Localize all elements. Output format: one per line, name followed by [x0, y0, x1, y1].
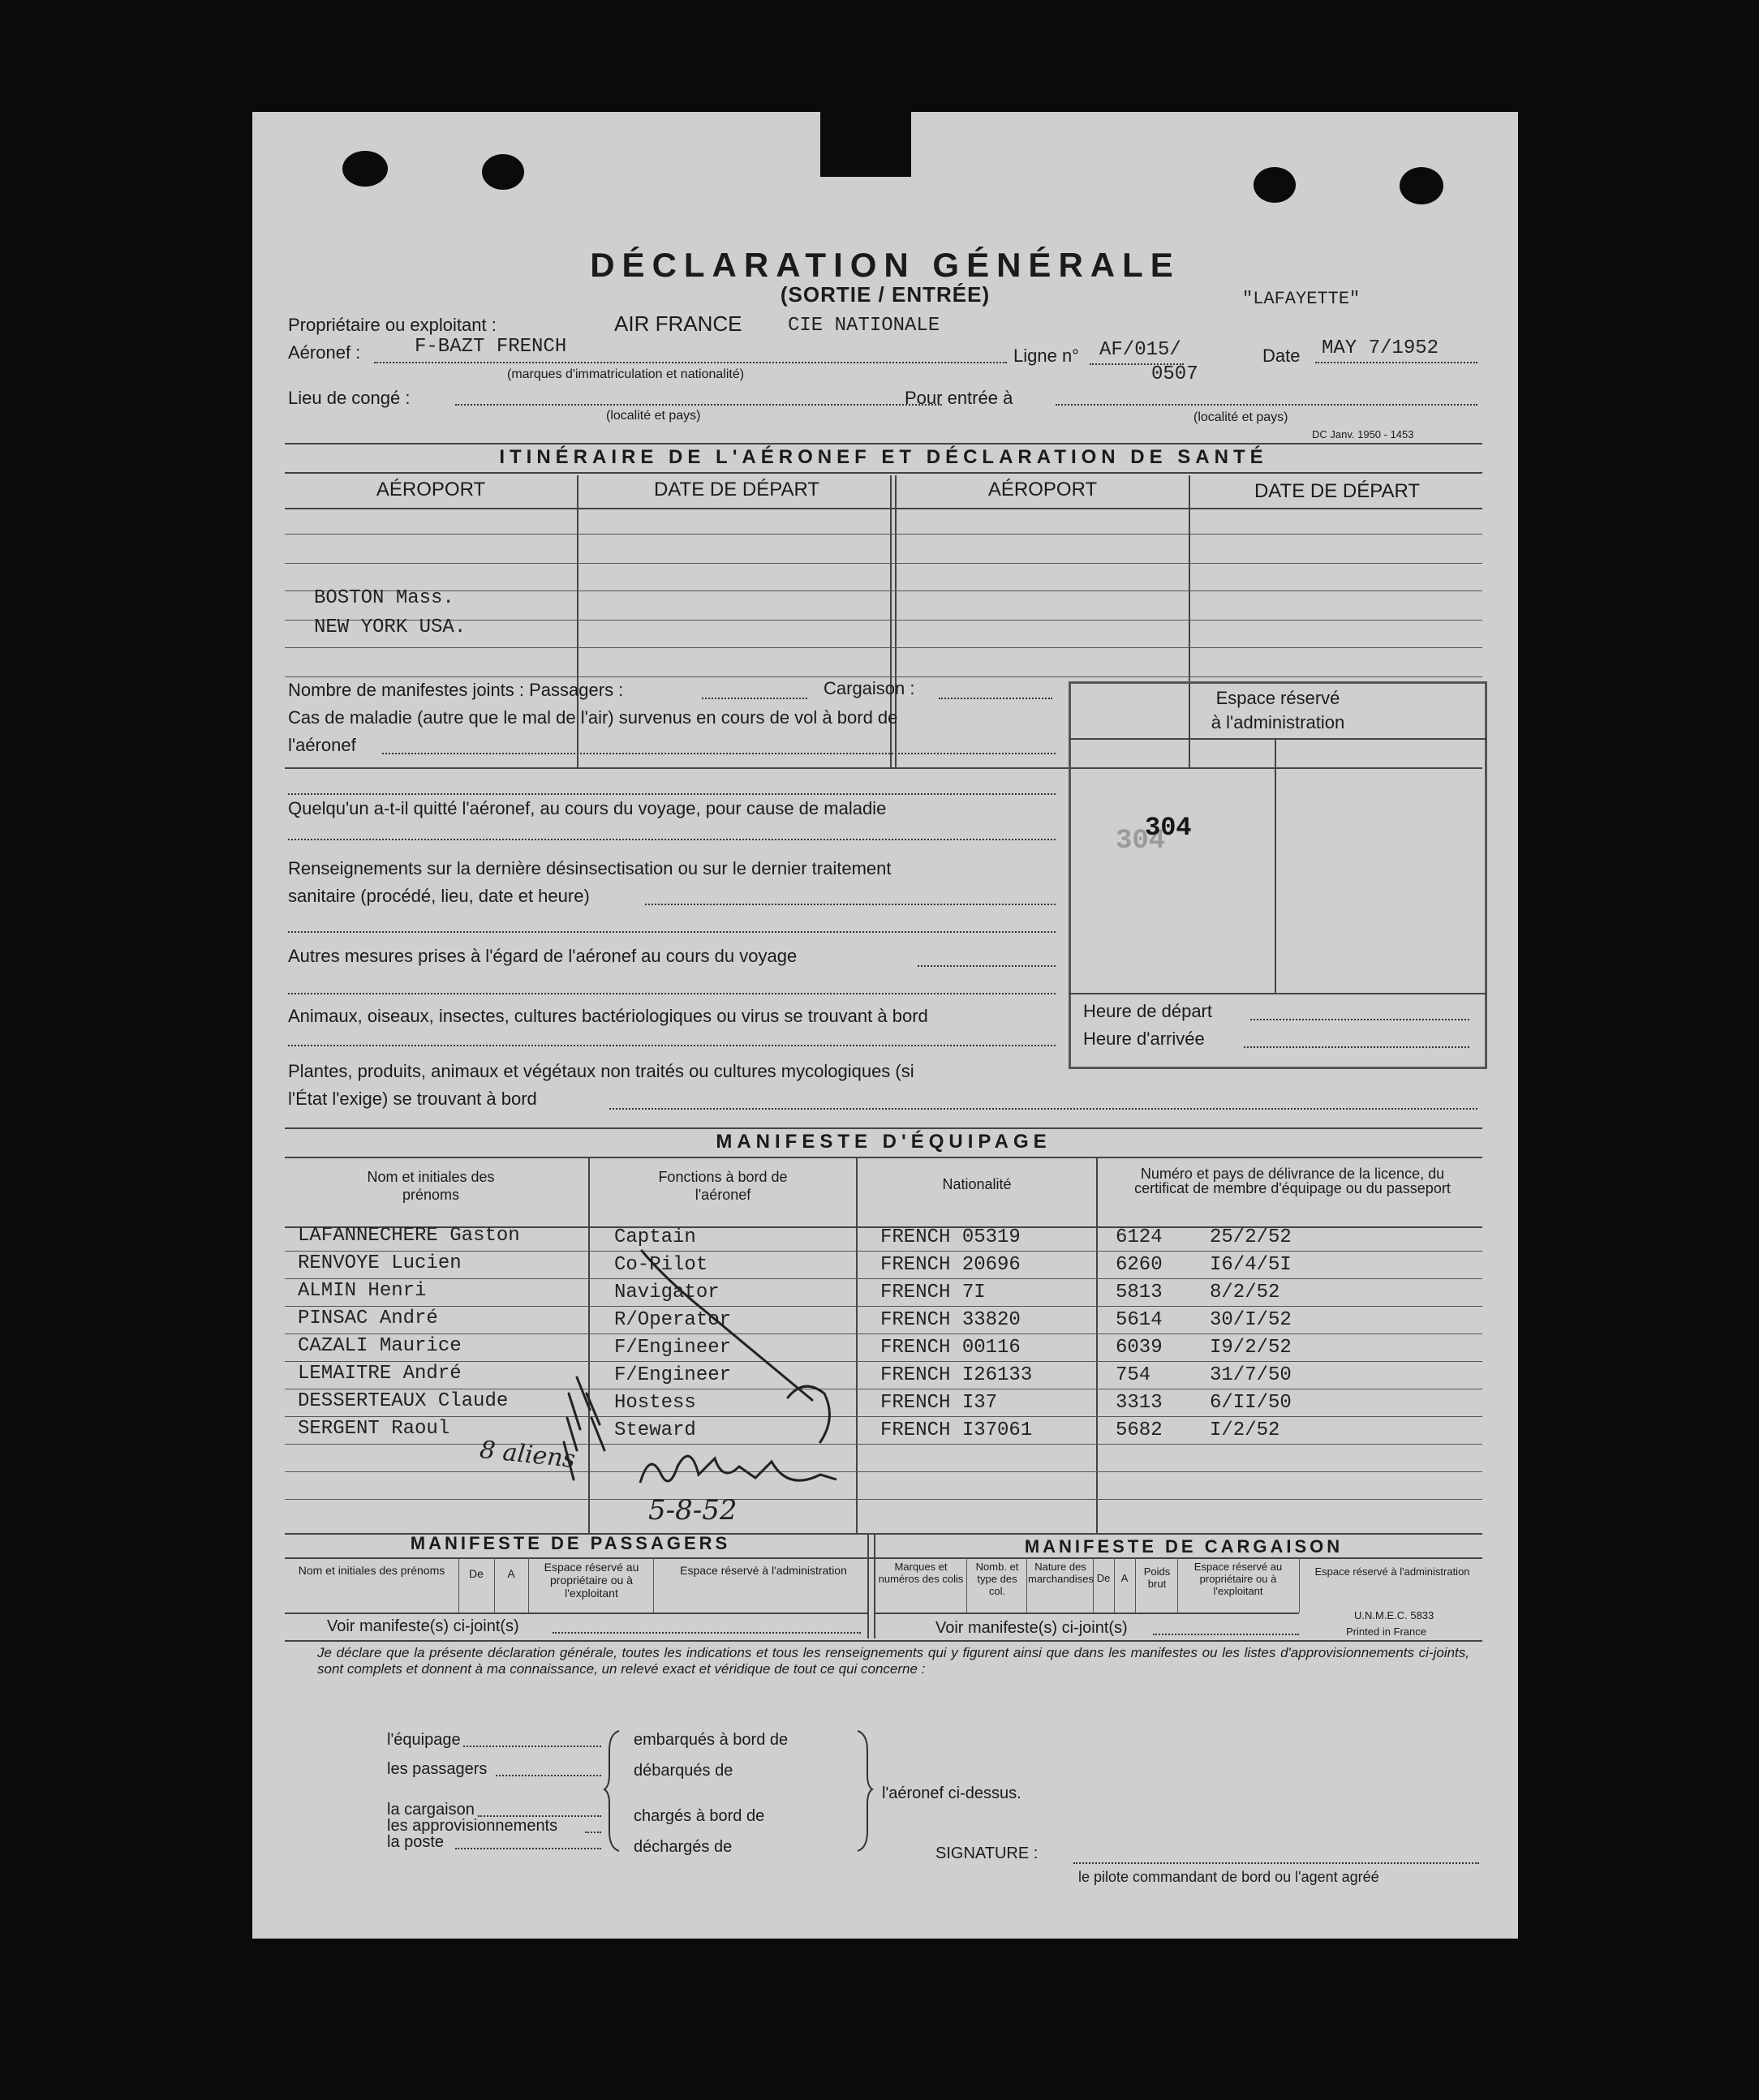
- pax-col-to: A: [507, 1567, 515, 1580]
- decl-aircraft: l'aéronef ci-dessus.: [882, 1784, 1021, 1802]
- declaration-form: [252, 112, 1518, 1939]
- crew-name: RENVOYE Lucien: [298, 1252, 462, 1274]
- crew-name: SERGENT Raoul: [298, 1418, 450, 1440]
- handwritten-count: 8 aliens: [478, 1435, 577, 1475]
- airport-new-york: NEW YORK USA.: [314, 616, 467, 638]
- q-animals: Animaux, oiseaux, insectes, cultures bactériologiques ou virus se trouvant à bord: [288, 1006, 928, 1026]
- pax-col-from: De: [469, 1567, 484, 1580]
- punch-hole: [342, 151, 388, 187]
- line-label: Ligne n°: [1013, 346, 1079, 366]
- crew-nationality: FRENCH I37: [880, 1392, 998, 1414]
- decl-embarked: embarqués à bord de: [634, 1731, 789, 1749]
- aircraft-note: (marques d'immatriculation et nationalité): [507, 367, 745, 381]
- pax-col-name: Nom et initiales des prénoms: [298, 1564, 445, 1577]
- admin-stamp-shadow: 304: [1116, 826, 1166, 857]
- decl-crew: l'équipage: [387, 1731, 461, 1749]
- q-other-measures: Autres mesures prises à l'égard de l'aéronef au cours du voyage: [288, 946, 798, 966]
- pax-col-admin: Espace réservé à l'administration: [680, 1564, 847, 1577]
- cargo-col-weight: Poids brut: [1143, 1565, 1171, 1590]
- decl-disembarked: débarqués de: [634, 1762, 733, 1780]
- q-plants-2: l'État l'exige) se trouvant à bord: [288, 1089, 537, 1109]
- cargo-footer: Voir manifeste(s) ci-joint(s): [935, 1619, 1128, 1637]
- crew-name: ALMIN Henri: [298, 1280, 427, 1302]
- form-title: DÉCLARATION GÉNÉRALE: [590, 246, 1181, 284]
- crew-licence-number: 5813: [1116, 1282, 1163, 1303]
- crew-name: LEMAITRE André: [298, 1363, 462, 1385]
- cargo-col-owner: Espace réservé au propriétaire ou à l'exploitant: [1193, 1561, 1283, 1597]
- decl-passengers: les passagers: [387, 1760, 488, 1778]
- crew-licence-date: 31/7/50: [1210, 1364, 1292, 1386]
- arrival-time-label: Heure d'arrivée: [1083, 1029, 1205, 1049]
- line-value-2: 0507: [1151, 363, 1198, 385]
- punch-hole: [1400, 167, 1443, 204]
- crew-nationality: FRENCH 7I: [880, 1282, 986, 1303]
- crew-function: Steward: [614, 1419, 696, 1441]
- crew-col-name: Nom et initiales des prénoms: [367, 1169, 495, 1203]
- line-value: AF/015/: [1099, 339, 1181, 361]
- departure-label: Lieu de congé :: [288, 388, 411, 408]
- signature-line: [1073, 1862, 1479, 1864]
- crew-function: Navigator: [614, 1282, 720, 1303]
- q-illness-2: l'aéronef: [288, 735, 356, 755]
- crew-licence-number: 754: [1116, 1364, 1151, 1386]
- cargo-printed: Printed in France: [1346, 1625, 1426, 1638]
- punch-hole: [1254, 167, 1296, 203]
- date-label: Date: [1262, 346, 1301, 366]
- crew-licence-number: 6039: [1116, 1337, 1163, 1359]
- punch-hole: [482, 154, 524, 190]
- handwritten-date: 5-8-52: [648, 1494, 738, 1527]
- decl-mail: la poste: [387, 1833, 445, 1851]
- cargo-col-admin: Espace réservé à l'administration: [1314, 1565, 1470, 1578]
- crew-nationality: FRENCH I37061: [880, 1419, 1033, 1441]
- crew-nationality: FRENCH 05319: [880, 1226, 1021, 1248]
- cargo-col-marks: Marques et numéros des colis: [878, 1561, 964, 1585]
- admin-box-title-1: Espace réservé: [1215, 688, 1340, 708]
- crew-col-licence: Numéro et pays de délivrance de la licence, du certificat de membre d'équipage ou du passeport: [1134, 1166, 1451, 1196]
- aircraft-value: F-BAZT FRENCH: [415, 336, 567, 358]
- crew-title: MANIFESTE D'ÉQUIPAGE: [716, 1131, 1052, 1153]
- crew-function: Captain: [614, 1226, 696, 1248]
- date-value: MAY 7/1952: [1322, 337, 1439, 359]
- cargo-col-nature: Nature des marchandises: [1028, 1561, 1094, 1585]
- crew-licence-date: 6/II/50: [1210, 1392, 1292, 1414]
- col-airport-2: AÉROPORT: [987, 479, 1098, 500]
- brace-left: [603, 1726, 627, 1856]
- pax-col-owner: Espace réservé au propriétaire ou à l'exploitant: [544, 1561, 639, 1600]
- manifests-label: Nombre de manifestes joints : Passagers :: [288, 680, 624, 700]
- decl-cargo: la cargaison: [387, 1801, 475, 1819]
- decl-loaded: chargés à bord de: [634, 1807, 765, 1825]
- aircraft-label: Aéronef :: [288, 342, 361, 363]
- departure-time-label: Heure de départ: [1083, 1001, 1212, 1021]
- col-date-2: DATE DE DÉPART: [1254, 480, 1421, 502]
- cargo-title: MANIFESTE DE CARGAISON: [1024, 1536, 1344, 1557]
- q-left-aircraft: Quelqu'un a-t-il quitté l'aéronef, au cours du voyage, pour cause de maladie: [288, 798, 887, 818]
- crew-licence-number: 6124: [1116, 1226, 1163, 1248]
- crew-function: F/Engineer: [614, 1364, 732, 1386]
- crew-function: Hostess: [614, 1392, 696, 1414]
- cargo-ref: U.N.M.E.C. 5833: [1354, 1609, 1434, 1621]
- crew-col-nationality: Nationalité: [942, 1176, 1012, 1192]
- q-illness: Cas de maladie (autre que le mal de l'air) survenus en cours de vol à bord de: [288, 707, 898, 728]
- crew-licence-number: 5682: [1116, 1419, 1163, 1441]
- airport-boston: BOSTON Mass.: [314, 587, 454, 609]
- crew-licence-date: I6/4/5I: [1210, 1254, 1292, 1276]
- signature-scribble: [634, 1442, 845, 1499]
- q-disinsection-2: sanitaire (procédé, lieu, date et heure): [288, 886, 590, 906]
- crew-licence-number: 3313: [1116, 1392, 1163, 1414]
- crew-licence-date: 8/2/52: [1210, 1282, 1280, 1303]
- cargo-label: Cargaison :: [824, 678, 915, 698]
- owner-label: Propriétaire ou exploitant :: [288, 315, 497, 335]
- crew-col-function: Fonctions à bord de l'aéronef: [658, 1169, 788, 1203]
- passengers-title: MANIFESTE DE PASSAGERS: [410, 1533, 731, 1553]
- owner-value-typed: CIE NATIONALE: [788, 315, 940, 337]
- cargo-col-from: De: [1096, 1572, 1111, 1584]
- brace-right: [849, 1726, 874, 1856]
- crew-licence-date: 25/2/52: [1210, 1226, 1292, 1248]
- crew-licence-date: 30/I/52: [1210, 1309, 1292, 1331]
- entry-note: (localité et pays): [1193, 410, 1288, 424]
- form-subtitle: (SORTIE / ENTRÉE): [780, 282, 991, 307]
- signature-label: SIGNATURE :: [935, 1844, 1039, 1862]
- crew-name: DESSERTEAUX Claude: [298, 1390, 509, 1412]
- crew-name: LAFANNECHERE Gaston: [298, 1225, 520, 1247]
- owner-value: AIR FRANCE: [614, 311, 742, 336]
- crew-name: CAZALI Maurice: [298, 1335, 462, 1357]
- crew-nationality: FRENCH 20696: [880, 1254, 1021, 1276]
- col-airport: AÉROPORT: [376, 479, 486, 500]
- entry-label: Pour entrée à: [905, 388, 1013, 408]
- crew-function: R/Operator: [614, 1309, 732, 1331]
- cargo-col-count: Nomb. et type des col.: [975, 1561, 1019, 1597]
- crew-function: Co-Pilot: [614, 1254, 708, 1276]
- declaration-text: Je déclare que la présente déclaration générale, toutes les indications et tous les renseignements qui y figurent ainsi que dans les manifestes ou les listes d'approvisionnements ci-joints, sont complets et donnent à ma connaissance, un relevé exact et véridique de tout ce qui concerne :: [317, 1645, 1469, 1677]
- admin-stamp: 304: [1145, 813, 1192, 843]
- form-ref: DC Janv. 1950 - 1453: [1312, 428, 1414, 440]
- crew-licence-number: 5614: [1116, 1309, 1163, 1331]
- aircraft-name: "LAFAYETTE": [1242, 289, 1361, 309]
- pax-footer: Voir manifeste(s) ci-joint(s): [327, 1617, 519, 1635]
- decl-unloaded: déchargés de: [634, 1838, 733, 1856]
- crew-name: PINSAC André: [298, 1308, 438, 1329]
- crew-licence-date: I9/2/52: [1210, 1337, 1292, 1359]
- crew-licence-date: I/2/52: [1210, 1419, 1280, 1441]
- q-disinsection: Renseignements sur la dernière désinsectisation ou sur le dernier traitement: [288, 858, 892, 878]
- departure-note: (localité et pays): [606, 409, 701, 423]
- cargo-col-to: A: [1120, 1572, 1129, 1584]
- q-plants: Plantes, produits, animaux et végétaux non traités ou cultures mycologiques (si: [288, 1061, 914, 1081]
- decl-supplies: les approvisionnements: [387, 1817, 558, 1835]
- itinerary-title: ITINÉRAIRE DE L'AÉRONEF ET DÉCLARATION DE SANTÉ: [499, 446, 1268, 468]
- crew-licence-number: 6260: [1116, 1254, 1163, 1276]
- binding-tab: [820, 112, 911, 177]
- col-date: DATE DE DÉPART: [653, 479, 820, 500]
- signatory-label: le pilote commandant de bord ou l'agent agréé: [1078, 1869, 1379, 1885]
- crew-nationality: FRENCH I26133: [880, 1364, 1033, 1386]
- crew-nationality: FRENCH 33820: [880, 1309, 1021, 1331]
- crew-nationality: FRENCH 00116: [880, 1337, 1021, 1359]
- admin-box-title-2: à l'administration: [1211, 712, 1345, 732]
- crew-function: F/Engineer: [614, 1337, 732, 1359]
